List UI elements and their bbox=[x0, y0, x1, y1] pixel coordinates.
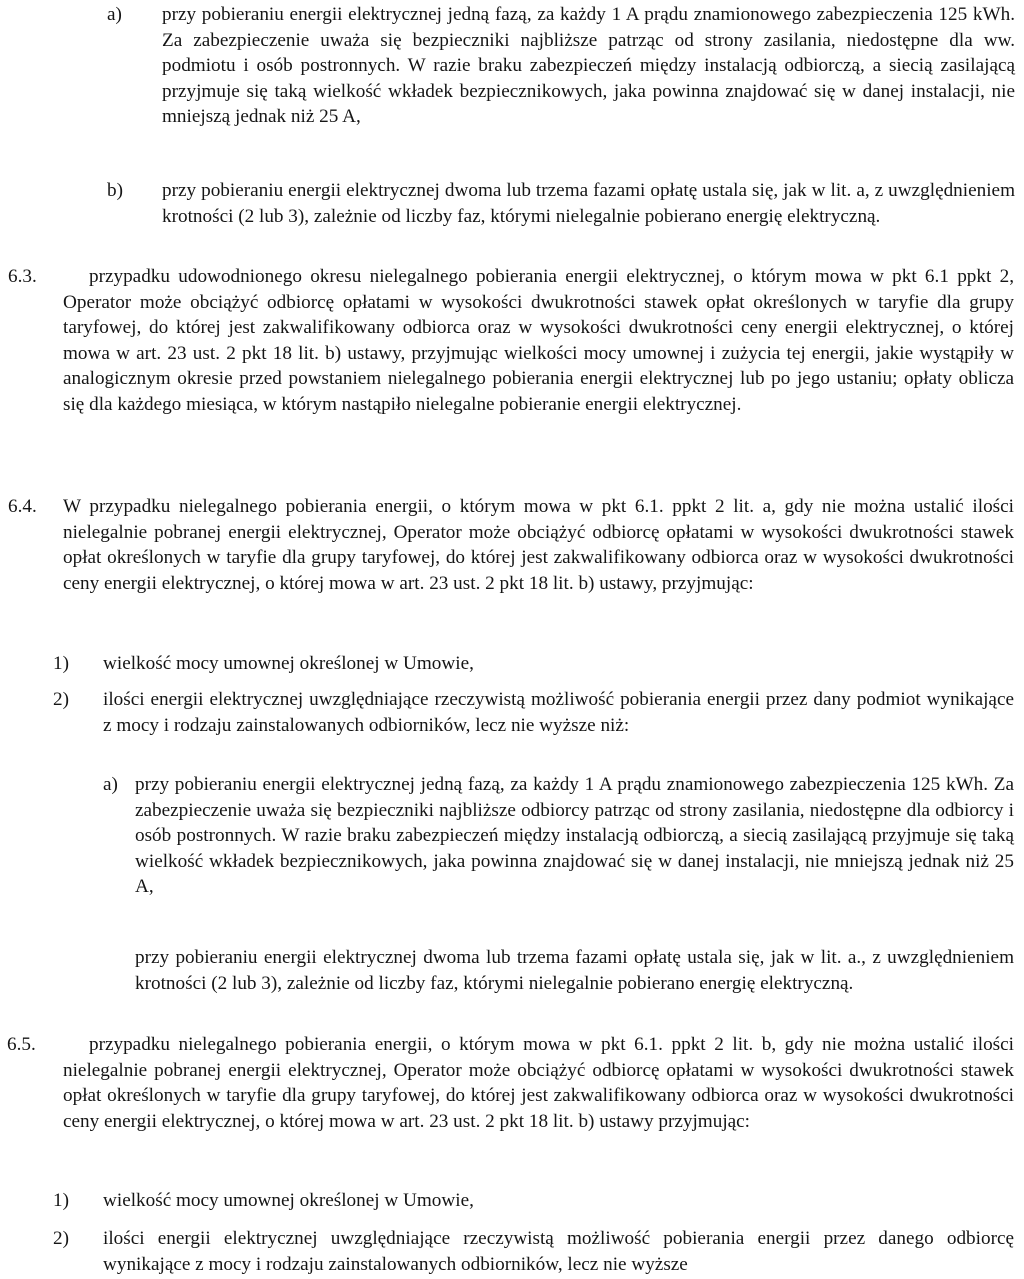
list-marker: a) bbox=[107, 4, 122, 25]
list-marker: 2) bbox=[53, 1228, 69, 1249]
paragraph-text: W przypadku nielegalnego pobierania energii, o którym mowa w pkt 6.1. ppkt 2 lit. a, gdy nie można ustalić ilości nielegalnie pobranej energii elektrycznej, Operator może obciążyć odbiorcę opłatami w wysokości dwukrotności stawek opłat określonych w taryfie dla grupy taryfowej, do której jest zakwalifikowany odbiorca oraz w wysokości dwukrotności ceny energii elektrycznej, o której mowa w art. 23 ust. 2 pkt 18 lit. b) ustawy, przyjmując: bbox=[63, 496, 1014, 594]
list-marker: 1) bbox=[53, 1190, 69, 1211]
section-number: 6.3. bbox=[8, 266, 37, 287]
paragraph-text: przy pobieraniu energii elektrycznej dwoma lub trzema fazami opłatę ustala się, jak w lit. a., z uwzględnieniem krotności (2 lub 3), zależnie od liczby faz, którymi nielegalnie pobierano energię elektryczną. bbox=[135, 947, 1014, 994]
list-item-b-multi-phase bbox=[107, 178, 1015, 229]
list-marker: 1) bbox=[53, 653, 69, 674]
list-item-2-energy-quantity-2 bbox=[53, 1226, 1014, 1277]
paragraph-text: ilości energii elektrycznej uwzględniające rzeczywistą możliwość pobierania energii przez dany podmiot wynikające z mocy i rodzaju zainstalowanych odbiorników, lecz nie wyższe niż: bbox=[103, 689, 1014, 736]
paragraph-text: przy pobieraniu energii elektrycznej jedną fazą, za każdy 1 A prądu znamionowego zabezpieczenia 125 kWh. Za zabezpieczenie uważa się bezpieczniki najbliższe odbiorcy patrząc od strony zasilania, niedostępne dla odbiorcy i osób postronnych. W razie braku zabezpieczeń między instalacją odbiorczą, a siecią zasilającą przyjmuje się taką wielkość wkładek bezpiecznikowych, jaka powinna znajdować się w danej instalacji, nie mniejszą jednak niż 25 A, bbox=[135, 774, 1014, 898]
paragraph-text: przy pobieraniu energii elektrycznej dwoma lub trzema fazami opłatę ustala się, jak w lit. a, z uwzględnieniem krotności (2 lub 3), zależnie od liczby faz, którymi nielegalnie pobierano energię elektryczną. bbox=[162, 180, 1015, 227]
paragraph-text: wielkość mocy umownej określonej w Umowie, bbox=[103, 1190, 474, 1211]
paragraph-text: ilości energii elektrycznej uwzględniające rzeczywistą możliwość pobierania energii przez danego odbiorcę wynikające z mocy i rodzaju zainstalowanych odbiorników, lecz nie wyższe bbox=[103, 1228, 1014, 1275]
list-marker: 2) bbox=[53, 689, 69, 710]
paragraph-text: przypadku udowodnionego okresu nielegalnego pobierania energii elektrycznej, o którym mowa w pkt 6.1 ppkt 2, Operator może obciążyć odbiorcę opłatami w wysokości dwukrotności stawek opłat określonych w taryfie dla grupy taryfowej, do której jest zakwalifikowany odbiorca oraz w wysokości dwukrotności ceny energii elektrycznej, o której mowa w art. 23 ust. 2 pkt 18 lit. b) ustawy, przyjmując wielkości mocy umownej i zużycia tej energii, jakie wystąpiły w analogicznym okresie przed powstaniem nielegalnego pobierania energii elektrycznej lub po jego ustaniu; opłaty oblicza się dla każdego miesiąca, w którym nastąpiło nielegalne pobieranie energii elektrycznej. bbox=[63, 266, 1014, 415]
section-number: 6.5. bbox=[7, 1034, 36, 1055]
paragraph-text: przy pobieraniu energii elektrycznej jedną fazą, za każdy 1 A prądu znamionowego zabezpieczenia 125 kWh. Za zabezpieczenie uważa się bezpieczniki najbliższe patrząc od strony zasilania, niedostępne dla ww. podmiotu i osób postronnych. W razie braku zabezpieczeń między instalacją odbiorczą, a siecią zasilającą przyjmuje się taką wielkość wkładek bezpiecznikowych, jaka powinna znajdować się w danej instalacji, nie mniejszą jednak niż 25 A, bbox=[162, 4, 1015, 128]
list-item-a-single-phase bbox=[107, 2, 1015, 130]
section-6-5 bbox=[7, 1032, 1014, 1134]
paragraph-text: wielkość mocy umownej określonej w Umowie, bbox=[103, 653, 474, 674]
list-item-2-energy-quantity bbox=[53, 687, 1014, 738]
section-number: 6.4. bbox=[8, 496, 37, 517]
list-marker: b) bbox=[107, 180, 123, 201]
paragraph-text: przypadku nielegalnego pobierania energii, o którym mowa w pkt 6.1. ppkt 2 lit. b, gdy nie można ustalić ilości nielegalnie pobranej energii elektrycznej, Operator może obciążyć odbiorcę opłatami w wysokości dwukrotności stawek opłat określonych w taryfie dla grupy taryfowej, do której jest zakwalifikowany odbiorca oraz w wysokości dwukrotności ceny energii elektrycznej, o której mowa w art. 23 ust. 2 pkt 18 lit. b) ustawy przyjmując: bbox=[63, 1034, 1014, 1132]
list-item-1-contracted-power bbox=[53, 651, 1014, 677]
list-item-a-single-phase-nested bbox=[103, 772, 1014, 900]
list-item-multi-phase-nested bbox=[135, 945, 1014, 996]
list-marker: a) bbox=[103, 774, 118, 795]
section-6-3 bbox=[8, 264, 1014, 418]
list-item-1-contracted-power-2 bbox=[53, 1188, 1014, 1214]
section-6-4 bbox=[8, 494, 1014, 596]
